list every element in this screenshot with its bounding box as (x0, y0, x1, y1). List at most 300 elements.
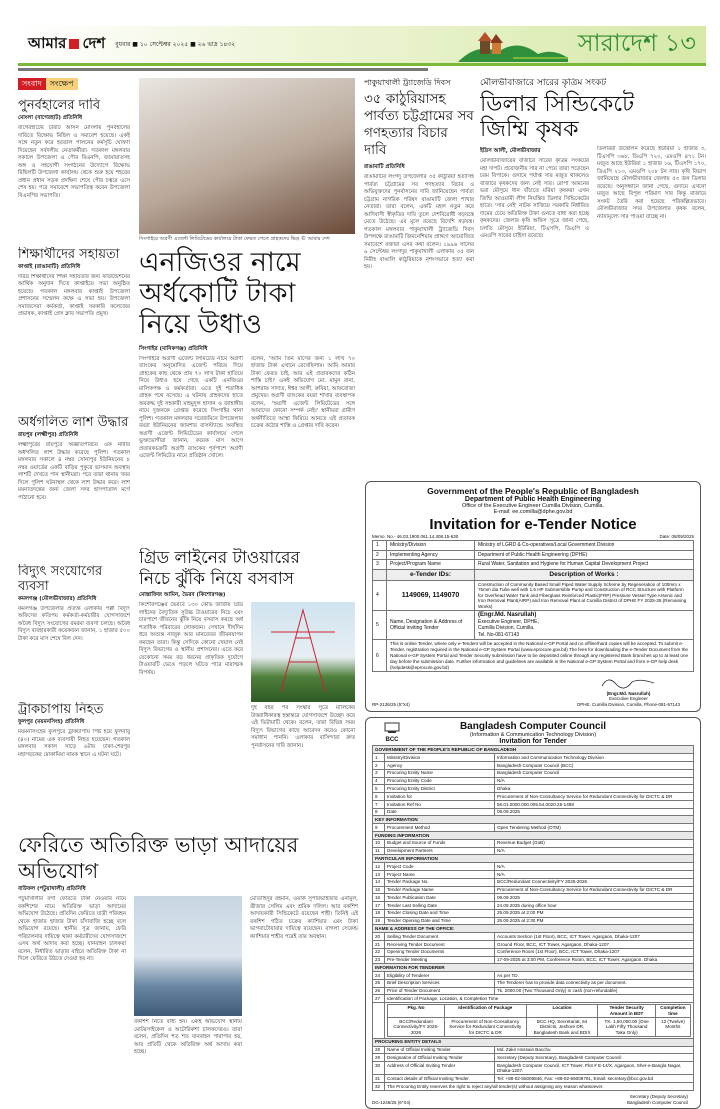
grid-col1 (139, 602, 243, 826)
table-row (373, 785, 694, 793)
brief-item (18, 415, 130, 556)
brief-item (18, 247, 130, 408)
table-row (373, 550, 694, 560)
grid-body-col2 (251, 705, 355, 826)
column-header: Identification of Package (444, 1004, 526, 1017)
pakuakhali-body: রাঙামাটির লংগদু উপজেলার ৩৫ কাঠুরিয়া হত্যাসহ পার্বত্য চট্টগ্রামের সব গণহত্যার বিচার ও অভিযুক্তদের পুনর্বাসনের দাবি জানিয়েছেন পার্বত্য চট্টগ্রাম নাগরিক পরিষদ রাঙামাটি জেলা শাখার নেতারা। তারা বলেন, একটি মহল নতুন করে আদিবাসী স্বীকৃতির দাবি তুলে দেশবিরোধী ষড়যন্ত্রে মেতে উঠেছে। এর মূলে রয়েছে বিদেশি ষড়যন্ত্র। গতকাল মঙ্গলবার পাকুয়াখালী ট্র্যাজেডি দিবস উপলক্ষে রাঙামাটি জিমনেশিয়াম প্রাঙ্গণে আয়োজিত সমাবেশে বক্তারা এসব কথা বলেন। ১৯৯৬ সালের ৯ সেপ্টেম্বর লংগদুর পাকুয়াখালী এলাকায় ৩৫ জন নিরীহ বাঙালি কাঠুরিয়াকে নৃশংসভাবে হত্যা করা হয়। (364, 174, 474, 270)
cell: 30 (373, 1062, 385, 1075)
brief-body: দরিদ্র শিক্ষার্থীদের শিক্ষা সহায়তার জন্য ফাউন্ডেশনের আর্থিক অনুদান দিতে কাপ্তাইয়ে সভা অনুষ্ঠিত হয়েছে। গতকাল মঙ্গলবার কাপ্তাই উপজেলা প্রশাসনের সম্মেলন কক্ষে এ সভা হয়। উপজেলা সমাজসেবা কর্মকর্তা, কাপ্তাই সরকারি কলেজের প্রভাষক, কাপ্তাই প্রেস ক্লাব সভাপতি প্রমুখ। (18, 273, 130, 318)
group-row (373, 746, 694, 754)
cell: 17 (373, 902, 385, 910)
brief-title[interactable]: শিক্ষার্থীদের সহায়তা (18, 246, 120, 262)
cell: Brief Description Services (385, 979, 495, 987)
pakuakhali-byline: রাঙামাটি প্রতিনিধি (364, 164, 405, 170)
cell: Procurement of Non-Consultancy Service for Redundant Connectivity for DICTC & DR (495, 793, 694, 801)
cell: 12 (Twelve) Months (655, 1018, 690, 1037)
dealer-col2 (597, 146, 706, 475)
cell: Bangladesh Computer Council (BCC) (495, 762, 694, 770)
cell: The Tenderer has to provide data connectivity as per document. (495, 979, 694, 987)
group-heading: NAME & ADDRESS OF THE OFFICE: (373, 925, 694, 933)
cell: 2 (373, 762, 385, 770)
cell: 32 (373, 1083, 385, 1091)
dealer-byline: ইদ্রিস আলী, মৌলভীবাজার (480, 148, 541, 154)
ferry-body (18, 896, 358, 1078)
table-row (373, 878, 694, 886)
cell: 22 (373, 948, 385, 956)
kicker: মৌলভীবাজারে সারের কৃত্রিম সংকট (480, 78, 607, 88)
cell: 31 (373, 1075, 385, 1083)
cell: Conference Room (1st Floor), BCC, ICT Tower, Dhaka-1207 (495, 948, 694, 956)
cell: 13 (373, 870, 385, 878)
cell: Tender Publication Date (385, 894, 495, 902)
headline-line: ডিলার সিন্ডিকেটে (480, 92, 635, 117)
group-row (373, 964, 694, 972)
grid-body (139, 602, 355, 826)
cell: 3 (373, 560, 387, 570)
headline-line: জিম্মি কৃষক (480, 117, 579, 142)
table-row (373, 972, 694, 980)
cell: 18 (373, 909, 385, 917)
cell: Identification of Package, Location, & Completion Time (385, 995, 694, 1003)
cell: Tk. 2000.00 (Two Thousand Only) in cash (non-refundable) (495, 987, 694, 995)
table-row (373, 886, 694, 894)
power-tower-photo (251, 602, 355, 702)
officer-line: Cumilla Division, Cumilla. (478, 625, 535, 632)
cell: 8 (373, 808, 385, 816)
bcc-title: Bangladesh Computer Council (459, 721, 607, 733)
cell: Budget and Source of Funds (385, 839, 495, 847)
dealer-body (480, 146, 706, 475)
ferry-headline[interactable]: ফেরিতে অতিরিক্ত ভাড়া আদায়ের অভিযোগ (18, 833, 299, 883)
table-row (373, 1083, 694, 1091)
ngo-col1 (139, 356, 243, 543)
cell: 16 (373, 894, 385, 902)
sig-name: (Engr.Md. Nasrullah) (606, 690, 651, 696)
brief-byline: কাপ্তাই (রাঙামাটি) প্রতিনিধি (18, 263, 81, 270)
sig-addr: DPHE, Cumilla Division, Cumilla, Phone-081-67143 (576, 701, 680, 707)
cell: 17-09-2025 at 3:00 PM, Conference Room, BCC, ICT Tower, Agargaon, Dhaka (495, 956, 694, 964)
table-row (373, 824, 694, 832)
bcc-logo (372, 722, 412, 744)
column-header: Pkg. No (388, 1004, 445, 1017)
ngo-body-col2: বলেন, 'আমি তিন মাসের জন্য ১ লাখ ৭০ হাজার টাকা এখানে রেখেছিলাম। আমি আমার টাকা ফেরত চাই, আর এই প্রতারকদের কঠিন শাস্তি চাই।' একই অভিযোগ মো. মামুন রানা, আশরাফ সাদাত, ঈশ্বর আলী, রুবিয়া, আফরোজা প্রমুখের। অগ্রণী ব্যাংকের বয়রা শাখার ব্যবস্থাপক বলেন, 'অগ্রণী এজেন্ট লিমিটেডের সঙ্গে আমাদের কোনো সম্পর্ক নেই।' স্থানীয়রা গ্রামীণ অর্থনীতিতে আস্থা ফিরিয়ে আনতে এই প্রতারক চক্রের কঠোর শাস্তি ও গ্রেপ্তার দাবি করেন। (251, 355, 355, 429)
cell: 1 (373, 754, 385, 762)
memo-no: Memo. No.- 46.03.1900.061.14.408.15-630 (372, 534, 459, 539)
cell: Bangladesh Computer Council (495, 769, 694, 777)
photo-caption (139, 236, 355, 243)
signature-icon (598, 675, 658, 689)
logo-square-icon (69, 39, 79, 49)
brief-byline: রায়পুর (লক্ষ্মীপুর) প্রতিনিধি (18, 432, 79, 439)
cell: 19 (373, 917, 385, 925)
cell: N/A (495, 847, 694, 855)
group-row (373, 832, 694, 840)
table-row (373, 863, 694, 871)
cell: Ministry/Division (387, 541, 475, 551)
table-row (373, 580, 694, 611)
cell: e-Tender IDs: (387, 569, 475, 580)
tender-email: E-mail: ee.comilla@dphe.gov.bd (493, 509, 573, 515)
cell: 09.09.2025 (495, 808, 694, 816)
cell: 2 (373, 550, 387, 560)
cell: Opening Tender Documents (385, 948, 495, 956)
cell: 9 (373, 824, 385, 832)
ngo-office-crowd-photo (139, 78, 355, 234)
ferry-col1 (18, 896, 126, 1078)
cell: 10 (373, 839, 385, 847)
table-row (373, 777, 694, 785)
cell: BCC/Redundant Connectivity/FY 2025-2026 (495, 878, 694, 886)
cell: 25 (373, 979, 385, 987)
ad-code: RP-2136/25 (5"X4) (372, 701, 410, 707)
masthead (18, 26, 706, 66)
cell: Development Partners (385, 847, 495, 855)
brief-byline: কমলগঞ্জ (মৌলভীবাজার) প্রতিনিধি (18, 595, 97, 602)
table-row (373, 870, 694, 878)
cell: 12 (373, 863, 385, 871)
bcc-tender-table (372, 745, 694, 1091)
cell: 25.09.2025 at 2:00 PM (495, 909, 694, 917)
pakuakhali-headline[interactable]: ৩৫ কাঠুরিয়াসহ পার্বত্য চট্টগ্রামের সব গণহত্যার বিচার দাবি (364, 91, 474, 158)
cell: Name of Official Inviting Tender (385, 1046, 495, 1054)
cell: 29 (373, 1054, 385, 1062)
cell: 09.09.2025 (495, 894, 694, 902)
cell: Ministry of LGRD & Co-operatives/Local Government Division (475, 541, 694, 551)
group-row (373, 816, 694, 824)
table-row (373, 611, 694, 640)
table-row (373, 987, 694, 995)
briefs-label-red: সংবাদ (18, 78, 46, 90)
pakuakhali-story (364, 78, 474, 475)
brief-body: ময়মনসিংহের ফুলপুরে ট্রাকচাপায় পিষ্ট হয়ে ফুলবাবু (৪০) নামের এক ব্যবসায়ী নিহত হয়েছেন। গতকাল মঙ্গলবার সকাল সাড়ে ৬টায় ঢাকা-শেরপুর মহাসড়কের মোকামিয়া নামক স্থানে এ ঘটনা ঘটে। (18, 729, 130, 758)
grid-col2 (251, 602, 355, 826)
cell: 11 (373, 847, 385, 855)
cell: Address of Official Inviting Tender (385, 1062, 495, 1075)
table-row (373, 769, 694, 777)
column-header: Tender Security Amount in BDT (598, 1004, 655, 1017)
cell: Agency (385, 762, 495, 770)
table-row (373, 541, 694, 551)
issue-date: বুধবার ■ ১০ সেপ্টেম্বর ২০২৫ ■ ২৬ ভাদ্র ১৪৩২ (115, 41, 236, 48)
grid-story (139, 548, 355, 826)
cell (373, 1003, 385, 1039)
logo-text-2: দেশ (82, 34, 106, 52)
cell: 4 (373, 580, 387, 611)
cell: Receiving Tender Document (385, 940, 495, 948)
group-row (373, 855, 694, 863)
group-heading: FUNDING INFORMATION (373, 832, 694, 840)
cell: N/A (495, 870, 694, 878)
group-heading: INFORMATION FOR TENDERER (373, 964, 694, 972)
computer-icon (382, 722, 402, 734)
ngo-body-col1: সিংগাইরে অগ্রণী এজেন্ট লিমিটেড নামে অগ্রণী ব্যাংকের অনুমোদিত এজেন্ট পরিচয় দিয়ে গ্রাহকের কাছ থেকে প্রায় ৭০ লাখ টাকা হাতিয়ে নিয়ে উধাও হয়ে গেছে একটি এনজিওর মালিকপক্ষ ও কর্মকর্তারা। এতে দুই শতাধিক গ্রাহক পথে বসেছে। এ ঘটনায় গ্রাহকদের হাতে অবরুদ্ধ দুই সহকারী মাহমুদুল হাসান ও জাহাঙ্গীর নামে দুজনকে গ্রেপ্তার করেছে সিংগাইর থানা পুলিশ। গতকাল মঙ্গলবার সরেজমিনে উপজেলার বয়রা ইউনিয়নের জামশার বাসস্ট্যান্ডে অবস্থিত অগ্রণী এজেন্ট লিমিটেডের কার্যালয়ে গেলে ভুক্তভোগীরা জানান, কয়েক মাস আগে প্রতারকচক্রটি অগ্রণী ব্যাংকের পূর্বপাশে অগ্রণী এজেন্ট লিমিটেড নামে প্রতিষ্ঠান খোলে। (139, 355, 243, 459)
table-row (373, 995, 694, 1003)
brief-byline: মোংলা (বাগেরহাট) প্রতিনিধি (18, 115, 83, 121)
cell (475, 611, 694, 640)
cell: Tender Closing Date and Time (385, 909, 495, 917)
officer-name: (Engr.Md. Nasrullah) (478, 612, 537, 619)
cell: Rural Water, Sanitation and Hygiene for Human Capital Development Project (475, 560, 694, 570)
headline-line: এনজিওর নামে (139, 246, 301, 278)
cell: Designation of Official Inviting Tender (385, 1054, 495, 1062)
cell: Tender Opening Date and Time (385, 917, 495, 925)
cell (385, 1003, 694, 1039)
ngo-byline: সিংগাইর (মানিকগঞ্জ) প্রতিনিধি (139, 345, 208, 352)
grid-body2: বলেন, তারা বিভিন্ন সময় বিদ্যুৎ বিভাগের কাছে আবেদন করেও কোনো সমাধান পাননি। এলাকার বাসিন্দারা দ্রুত পুনর্বাসনের দাবি জানান। (251, 720, 355, 749)
ferry-body-col1: পটুয়াখালীর বগা ফেরিতে টাকা নেওয়ার নামে বকশিশের নামে অতিরিক্ত ভাড়া আদায়ের অভিযোগ উঠেছে। প্রতিদিন ফেরিতে যাত্রী পরিবহন থেকে হাজার হাজার টাকা চাঁদাবাজি হচ্ছে বলে অভিযোগ রয়েছে। স্থানীয় সূত্র জানায়, ফেরি পরিচালনার দায়িত্বে থাকা কর্মচারীদের যোগসাজশে এসব অর্থ আদায় করা হচ্ছে। যানবাহন চালকরা বলেন, নির্ধারিত ভাড়ার বাইরে অতিরিক্ত টাকা না দিলে ফেরিতে উঠতে দেওয়া হয় না। (18, 896, 126, 962)
cell: Implementing Agency (387, 550, 475, 560)
cell: Bangladesh Computer Council, ICT Tower, Plot # E-14/X, Agargaon, Sher-e-Bangla Nagar, Dhaka-1207. (495, 1062, 694, 1075)
cell: Date (385, 808, 495, 816)
table-row (373, 762, 694, 770)
cell: Procurement Method (385, 824, 495, 832)
cell: 25.09.2025 at 2:30 PM (495, 917, 694, 925)
photo-credit: © আমার দেশ (301, 236, 330, 242)
brief-byline: ফুলপুর (ময়মনসিংহ) প্রতিনিধি (18, 719, 85, 726)
table-row (373, 940, 694, 948)
cell: Department of Public Health Engineering (DPHE) (475, 550, 694, 560)
ngo-body (139, 356, 355, 543)
section-title: সারাদেশ ১৩ (577, 28, 696, 57)
cell: Construction of Community Based Small Piped Water Supply Scheme by Regeneration of 100mm x 75mm dia Tube well with 1.5 HP Submersible Pump and Construction of RCC Structure with Platform for Overhead Water Tank and Fiberglass Reinforced Plastic(FRP) Pressure Vessel Type Arsenic and Iron Removal Plant(AIRP) and Iron Removal Plant at Cumilla District of DPHE FY 2025-26.(Remaining Works) (475, 580, 694, 611)
tender-office: Office of the Executive Engineer Cumilla Division, Cumilla. (461, 503, 605, 509)
table-header-row (388, 1004, 691, 1017)
table-row (373, 1075, 694, 1083)
brief-item (18, 98, 130, 239)
cell: 24.09.2025 during office hour (495, 902, 694, 910)
bcc-header (372, 721, 694, 745)
headline-line: গ্রিড লাইনের টাওয়ারের (139, 548, 300, 568)
cell: Project Code (385, 863, 495, 871)
brief-title[interactable]: পুনর্বহালের দাবি (18, 98, 101, 113)
group-heading: GOVERNMENT OF THE PEOPLE'S REPUBLIC OF BANGLADESH (373, 746, 694, 754)
tender-title: Invitation for e-Tender Notice (429, 516, 637, 533)
brief-title[interactable]: বিদ্যুৎ সংযোগের ব্যবসা (18, 563, 103, 594)
cell: 24 (373, 972, 385, 980)
cell: Invitation Ref No (385, 800, 495, 808)
ferry-body-col2: বকশিশ নিতে বাধ্য হন। একই অভিযোগ স্থানীয় মোটরসাইকেল ও অটোরিকশা চালকদেরও। তারা বলেন, প্রতিদিন শত শত যানবাহন পারাপার হয়, আর প্রতিটি থেকে অতিরিক্ত অর্থ আদায় করা হচ্ছে। (134, 1019, 242, 1055)
ads-column (365, 481, 701, 1109)
brief-body: বাগেরহাটের চারটি আসন মোংলায় পুনর্বহালের দাবিতে বিক্ষোভ মিছিল ও সমাবেশ হয়েছে। একই সঙ্গে নতুন করে হরতাল পালনের কর্মসূচি ঘোষণা দিয়েছেন সর্বদলীয় নেতাকর্মীরা। গতকাল মঙ্গলবার সকালে উপজেলা ও পৌর বিএনপি, জামায়াতসহ অঙ্গ ও সহযোগী সংগঠনের উদ্যোগে বিক্ষোভ মিছিলটি উপজেলা কার্যালয় থেকে শুরু হয়ে শহরের প্রধান প্রধান সড়ক প্রদক্ষিণ শেষে পৌর চত্বরে এসে শেষ হয়। পরে সমাবেশে সভাপতিত্ব করেন উপজেলা বিএনপির সভাপতি। (18, 125, 130, 199)
cell: 56.01.0000.000.005.54.0020.25-1488 (495, 800, 694, 808)
cell: Procuring Entity District (385, 785, 495, 793)
cell: Name, Designation & Address of Official inviting Tender (387, 611, 475, 640)
village-hills-icon (458, 28, 568, 62)
headline-line: নিচে ঝুঁকি নিয়ে বসবাস (139, 569, 295, 589)
cell: Ministry/Division (385, 754, 495, 762)
cell: Procurement of Non-Consultancy Service for Redundant Connectivity for DICTC & DR (444, 1018, 526, 1037)
package-table (387, 1004, 691, 1037)
grid-headline[interactable] (139, 548, 355, 590)
cell: Price of Tender Document (385, 987, 495, 995)
dealer-body-col2: ডিলাররা উত্তোলন করেছে ইউরিয়া ১ হাজার ৩, টিএসপি ৩৬৮, ডিএপি ৭২০, এমওপি ৪৭১ টন। মজুত আছে ইউরিয়া ১ হাজার ১৬, টিএসপি ১৭০, ডিএপি ২১৩, এমওপি ২০৮ টন সার। কৃষি বিভাগ জানিয়েছে মৌলভীবাজার জেলায় ৫৩ জন ডিলার রয়েছে। অনুসন্ধানে জানা গেছে, গুদামে এখনো মজুত আছে বিপুল পরিমাণ সার কিন্তু বাজারে সংকট তৈরি করা হয়েছে পরিকল্পিতভাবে। মৌলভীবাজার সদর উপজেলার কৃষক বলেন, ন্যায্যমূল্যে সার পাওয়া যাচ্ছে না। (597, 146, 706, 220)
table-row (373, 956, 694, 964)
group-heading: PROCURING ENTITY DETAILS (373, 1038, 694, 1046)
cell: 5 (373, 785, 385, 793)
cell: Secretary (Deputy Secretary), Bangladesh Computer Council (495, 1054, 694, 1062)
cell: 28 (373, 1046, 385, 1054)
cell: Invitation for (385, 793, 495, 801)
group-row (373, 1038, 694, 1046)
dealer-syndicate-story (480, 78, 706, 475)
tender-table (372, 540, 694, 672)
ferry-col3 (250, 896, 358, 1078)
tender-gov: Government of the People's Republic of Bangladesh (427, 486, 639, 496)
group-heading: KEY INFORMATION (373, 816, 694, 824)
cell: Information and Communication Technology Division (495, 754, 694, 762)
group-row (373, 925, 694, 933)
cell: Procurement of Non-Consultancy Service for Redundant Connectivity for DICTC & DR (495, 886, 694, 894)
briefs-label-rest: সংক্ষেপ (46, 78, 78, 90)
table-row (373, 793, 694, 801)
cell: 4 (373, 777, 385, 785)
table-row (373, 948, 694, 956)
cell: 21 (373, 940, 385, 948)
tender-dept: Department of Public Health Engineering (464, 496, 602, 503)
cell: Pre-Tender Meeting (385, 956, 495, 964)
dealer-headline[interactable] (480, 92, 706, 142)
table-row (373, 1046, 694, 1054)
ngo-headline[interactable] (139, 247, 355, 340)
ferry-col2 (134, 896, 242, 1078)
table-row (373, 1054, 694, 1062)
grid-byline: মোস্তাফিজ আমিন, ভৈরব (কিশোরগঞ্জ) (139, 592, 226, 598)
table-row (373, 808, 694, 816)
cell: TK. 1,50,000.00 (One Lakh Fifty Thousand Taka Only) (598, 1018, 655, 1037)
cell: Procuring Entity Name (385, 769, 495, 777)
cell: BCC/Redundant Connectivity/FY 2025-2026 (388, 1018, 445, 1037)
bcc-ad-code: DG-1246/25 (6"X4) (372, 1099, 411, 1105)
grid-body-col1: কিশোরগঞ্জের ভৈরবে ১৩০ কেভি জাতীয় গ্রিড লাইনের বৈদ্যুতিক সুউচ্চ টাওয়ারের নিচে এবং চারপাশে জীবনের ঝুঁকি নিয়ে বসবাস করছে অর্ধ শতাধিক পরিবারের লোকজন। সেখানে দীর্ঘদিন ধরে অত্যন্ত নাজুক আর মানবেতর জীবনযাপন করছেন তারা। কিন্তু সেদিকে কোনো খেয়াল নেই বিদ্যুৎ বিভাগের ও স্থানীয় প্রশাসনের। এতে করে যেকোনো সময় বড় ধরনের প্রাকৃতিক দুর্যোগে টাওয়ারটি ভেঙে পড়লে ঘটতে পারে মারাত্মক বিপর্যয়। (139, 602, 243, 676)
table-row (373, 979, 694, 987)
bcc-sig-title: Secretary (Deputy Secretary) (629, 1094, 688, 1100)
bcc-subtitle: (Information & Communication Technology Division) (469, 732, 597, 739)
cell: Tel: +88-02-55006846, Fax: +88-02-55006791, Email: secretary@bcc.gov.bd (495, 1075, 694, 1083)
brief-title[interactable]: ট্রাকচাপায় নিহত (18, 702, 104, 718)
cell: Selling Tender Document (385, 933, 495, 941)
ferry-photo (134, 896, 242, 1016)
table-row (373, 847, 694, 855)
cell: Tender Package No. (385, 878, 495, 886)
cell: Md. Zakir Hossain Bacchu (495, 1046, 694, 1054)
cell: 3 (373, 769, 385, 777)
kicker: পাকুয়াখালী ট্র্যাজেডি দিবস (364, 78, 451, 87)
cell: Tender Package Name (385, 886, 495, 894)
logo-text-1: আমার (28, 34, 67, 52)
cell: 20 (373, 933, 385, 941)
headline-line: অর্ধকোটি টাকা (139, 277, 296, 309)
cell: 27 (373, 995, 385, 1003)
group-heading: PARTICULAR INFORMATION (373, 855, 694, 863)
bcc-signature-block (627, 1094, 688, 1105)
cell: BCC HQ, Secretariat, 64 Districts, Jeshore DR, Bangladesh Bank and BDIX (526, 1018, 598, 1037)
newspaper-logo (28, 32, 105, 57)
cell: Revenue Budget (GoB) (495, 839, 694, 847)
news-briefs-column (18, 78, 130, 823)
cell: As per TD. (495, 972, 694, 980)
cell: 14 (373, 878, 385, 886)
table-row (373, 754, 694, 762)
header-rule (18, 68, 428, 71)
tender-footer (372, 675, 694, 707)
brief-title[interactable]: অর্ধগলিত লাশ উদ্ধার (18, 415, 129, 431)
headline-line: নিয়ে উধাও (139, 308, 263, 340)
cell: Dhaka (495, 785, 694, 793)
cell: N/A (495, 863, 694, 871)
memo-date: Date: 08/09/2025 (659, 534, 694, 539)
cell: Accounts Section (1st Floor), BCC, ICT Tower, Agargaon, Dhaka-1207 (495, 933, 694, 941)
cell: 26 (373, 987, 385, 995)
table-row (373, 640, 694, 672)
column-header: Completion time (655, 1004, 690, 1017)
cell: Open Tendering Method (OTM) (495, 824, 694, 832)
brief-item (18, 564, 130, 695)
ngo-col2 (251, 356, 355, 543)
bcc-notice-title: Invitation for Tender (499, 738, 567, 746)
table-row (373, 909, 694, 917)
cell: Eligibility of Tenderer (385, 972, 495, 980)
table-row (373, 560, 694, 570)
table-row (373, 1003, 694, 1039)
table-row (373, 569, 694, 580)
cell: 5 (373, 611, 387, 640)
bcc-sig-org: Bangladesh Computer Council (626, 1099, 688, 1105)
cell: Description of Works : (475, 569, 694, 580)
cell: N/A (495, 777, 694, 785)
cell: 7 (373, 800, 385, 808)
signature-block (577, 675, 680, 707)
brief-body: কমলগঞ্জ উপজেলার প্রত্যন্ত এলাকায় পল্লী বিদ্যুৎ অফিসের কতিপয় কর্মকর্তা-কর্মচারীর যোগসাজশে অবৈধ বিদ্যুৎ সংযোগের রমরমা ব্যবসা চলছে। অবৈধ বিদ্যুৎ ব্যবহারকারী কয়েকজন জানান, ১ হাজার ৫০০ টাকা করে মাস শেষে বিল দেন। (18, 605, 130, 642)
cell: 15 (373, 886, 385, 894)
dphe-tender-notice (365, 481, 701, 712)
table-row (373, 800, 694, 808)
briefs-label (18, 78, 130, 90)
cell: 6 (373, 793, 385, 801)
dealer-body-col1: মৌলভীবাজারের বাজারে সারের কৃত্রিম সংকটের মহা দাপট। প্রয়োজনীয় সার না পেয়ে তারা পড়েছেন চরম বিপাকে। গুদামে পর্যাপ্ত সার মজুত থাকলেও বাজারে কৃষকদের জন্য নেই সার। রোপা আমনের ভরা মৌসুমে ধান বাঁচাতে মরিয়া কৃষকরা এখন জিম্মি আওয়ামী লীগ নিয়ন্ত্রিত ডিলার সিন্ডিকেটের হাতে। 'সার নেই' নাটক সাজিয়ে সরকারি নির্ধারিত দামের চেয়ে অতিরিক্ত টাকা গুনতে বাধ্য করা হচ্ছে কৃষকদের। জেলার কৃষি অফিস সূত্রে জানা গেছে, চলতি মৌসুমে ইউরিয়া, টিএসপি, ডিএপি ও এমওপি সারের চাহিদা রয়েছে। (480, 158, 589, 239)
cell: Ground Floor, BCC, ICT Tower, Agargaon, Dhaka-1207 (495, 940, 694, 948)
officer-line: Tel. No-081-67143 (478, 631, 520, 638)
officer-line: Executive Engineer, DPHE, (478, 618, 539, 625)
cell: 6 (373, 640, 387, 672)
table-row (373, 839, 694, 847)
cell: 1 (373, 541, 387, 551)
column-header: Location (526, 1004, 598, 1017)
tender-ids: 1149069, 1149070 (387, 580, 475, 611)
table-row (373, 917, 694, 925)
bcc-logo-text: BCC (385, 737, 399, 744)
cell: Procuring Entity Code (385, 777, 495, 785)
ferry-byline: বাউফল (পটুয়াখালী) প্রতিনিধি (18, 886, 86, 892)
table-row (373, 933, 694, 941)
cell (373, 569, 387, 580)
sig-title: Executive Engineer (609, 696, 648, 702)
ferry-story (18, 832, 358, 1078)
cell: Contact details of Official Inviting Tender (385, 1075, 495, 1083)
caption-text: সিংগাইরে অগ্রণী এজেন্ট লিমিটেডের কার্যালয়ে টাকা ফেরত পেতে গ্রাহকদের ভিড় (139, 236, 300, 242)
table-row (388, 1018, 691, 1037)
bcc-tender-notice (365, 717, 701, 1109)
cell: Project Name (385, 870, 495, 878)
ngo-story (139, 78, 355, 542)
cell: This is online Tender, where only e-Tenders will be accepted in the National e-GP Portal and no offline/hard copies will be accepted. To submit e-Tender, registration required in the National e-GP System Portal (www.eprocure.gov.bd) The fees for downloading the e-Tender Document from the National e-GP System Portal and Tender Security submission have to be deposited online through any registered Bank branches up to at least one day before the submission date. Further information and guidelines are available in the National e-GP System Portal and from e-GP help desk (helpdesk@eprocure.gov.bd) (387, 640, 694, 672)
brief-item (18, 702, 130, 823)
dealer-col1 (480, 146, 589, 475)
tower-icon (251, 602, 355, 702)
table-row (373, 894, 694, 902)
cell: 23 (373, 956, 385, 964)
bcc-footer (372, 1094, 694, 1105)
grid-photo-caption: দুই বছর পর সংস্কার সূত্রে মালিকের উত্তরাধিকারত্ব হস্তান্তরে যোগসাজশে উচ্ছেদ করে এই ভিটামাটি থেকে। (251, 705, 355, 726)
